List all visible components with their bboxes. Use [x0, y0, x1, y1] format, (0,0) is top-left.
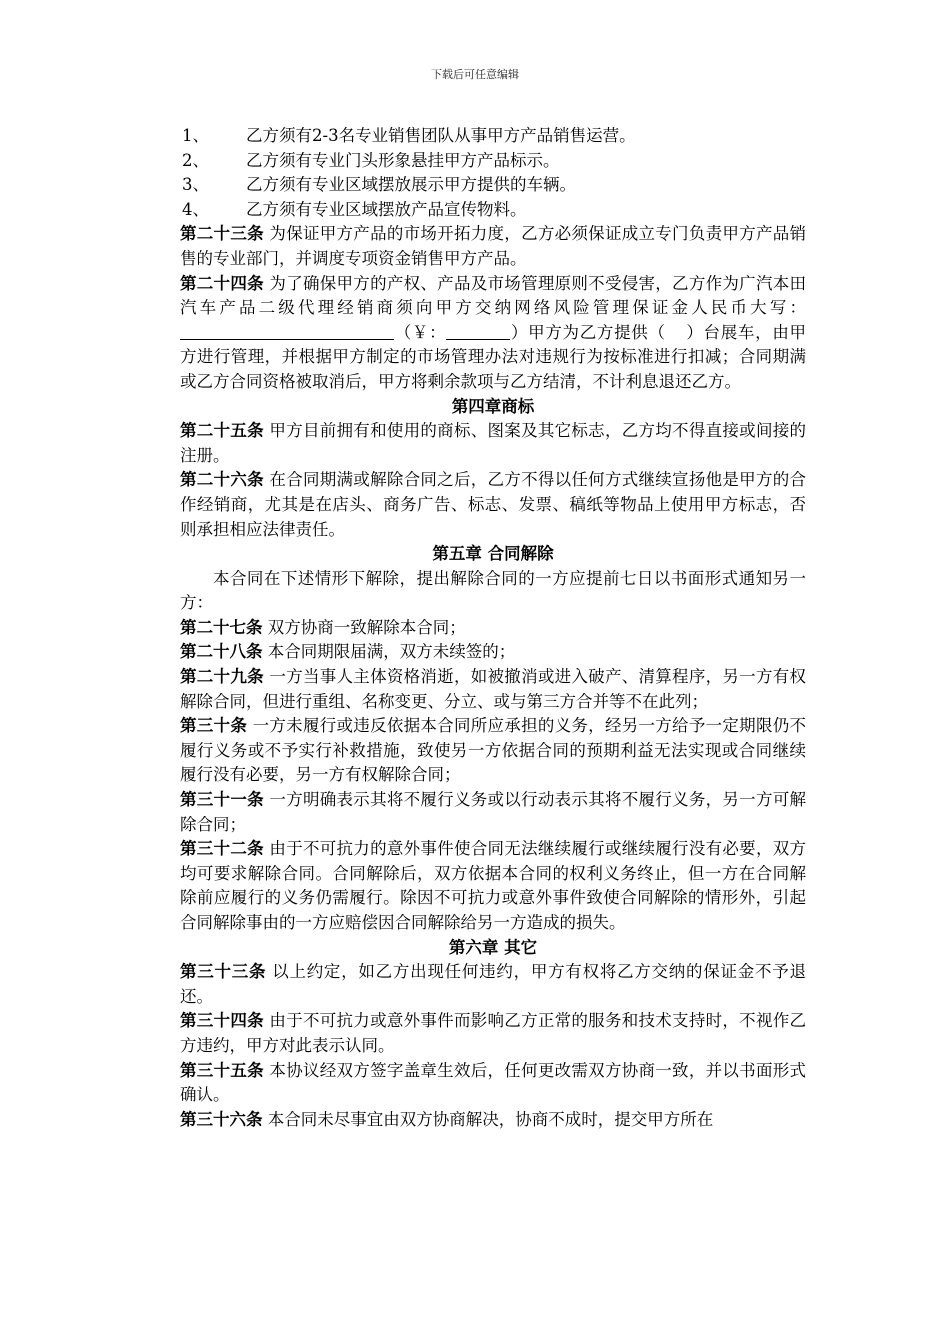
article-label: 第二十四条	[180, 273, 264, 293]
chapter-intro: 本合同在下述情形下解除，提出解除合同的一方应提前七日以书面形式通知另一方：	[180, 568, 806, 613]
article-label: 第三十五条	[180, 1060, 264, 1080]
chapter-heading: 第五章 合同解除	[432, 544, 554, 564]
article-32	[180, 837, 806, 935]
list-number: 1、	[182, 126, 209, 145]
list-item	[182, 124, 806, 149]
article-23	[180, 222, 806, 271]
amount-blank-field	[180, 323, 394, 340]
article-text: 本协议经双方签字盖章生效后，任何更改需双方协商一致，并以书面形式确认。	[180, 1060, 807, 1105]
amount-number-blank-field	[446, 323, 510, 340]
article-36	[180, 1108, 806, 1133]
page-header: 下载后可任意编辑	[431, 68, 519, 81]
article-text: 以上约定，如乙方出现任何违约，甲方有权将乙方交纳的保证金不予退还。	[180, 962, 806, 1006]
list-number: 2、	[182, 150, 209, 170]
article-text: ）甲方为乙方提供（	[510, 322, 666, 342]
article-34	[180, 1009, 806, 1058]
list-item	[182, 198, 806, 223]
list-item	[182, 173, 806, 198]
article-text: 一方明确表示其将不履行义务或以行动表示其将不履行义务，另一方可解除合同；	[180, 790, 807, 834]
article-text: 一方当事人主体资格消逝，如被撤消或进入破产、清算程序，另一方有权解除合同，但进行重组、名称变更、分立、或与第三方合并等不在此列；	[180, 667, 807, 711]
list-number: 4、	[182, 199, 209, 219]
article-29	[180, 665, 806, 714]
article-label: 第二十八条	[180, 642, 263, 662]
article-text: 由于不可抗力或意外事件而影响乙方正常的服务和技术支持时，不视作乙方违约，甲方对此表示认同。	[180, 1011, 807, 1055]
article-label: 第三十三条	[180, 962, 267, 982]
list-text: 乙方须有2-3名专业销售团队从事甲方产品销售运营。	[246, 126, 636, 145]
article-label: 第二十七条	[180, 617, 263, 637]
article-label: 第三十一条	[180, 790, 264, 810]
article-text: 由于不可抗力的意外事件使合同无法继续履行或继续履行没有必要，双方均可要求解除合同。合同解除后，双方依据本合同的权利义务终止，但一方在合同解除前应履行的义务仍需履行。除因不可抗力或意外事件致使合同解除的情形外，引起合同解除事由的一方应赔偿因合同解除给另一方造成的损失。	[180, 839, 807, 932]
article-24	[180, 272, 806, 395]
article-27	[180, 616, 806, 641]
chapter-heading: 第四章商标	[451, 396, 535, 416]
article-text: 为了确保甲方的产权、产品及市场管理原则不受侵害，乙方作为广汽本田汽车产品二级代理经销商须向甲方交纳网络风险管理保证金人民币大写	[180, 273, 807, 318]
article-label: 第三十条	[180, 716, 248, 736]
article-label: 第三十六条	[180, 1109, 263, 1129]
article-28	[180, 640, 806, 665]
chapter-heading: 第六章 其它	[448, 937, 538, 957]
article-label: 第二十五条	[180, 421, 264, 441]
article-text: 本合同未尽事宜由双方协商解决，协商不成时，提交甲方所在	[262, 1109, 714, 1129]
article-label: 第三十二条	[180, 839, 264, 859]
article-26	[180, 468, 806, 542]
article-label: 第二十三条	[180, 224, 264, 244]
list-text: 乙方须有专业区域摆放展示甲方提供的车辆。	[246, 175, 576, 195]
list-text: 乙方须有专业门头形象悬挂甲方产品标示。	[246, 150, 560, 170]
article-30	[180, 714, 806, 788]
article-text: 本合同期限届满，双方未续签的；	[262, 642, 516, 662]
article-text: ）台展车，由甲方进行管理，并根据甲方制定的市场管理办法对违规行为按标准进行扣减；合同期满或乙方合同资格被取消后，甲方将剩余款项与乙方结清，不计利息退还乙方。	[180, 322, 807, 391]
article-35	[180, 1059, 806, 1108]
article-label: 第三十四条	[180, 1011, 264, 1031]
article-text: 在合同期满或解除合同之后，乙方不得以任何方式继续宣扬他是甲方的合作经销商，尤其是在店头、商务广告、标志、发票、稿纸等物品上使用甲方标志，否则承担相应法律责任。	[180, 470, 807, 539]
colon: ：	[789, 298, 806, 318]
list-item	[182, 149, 806, 174]
article-31	[180, 788, 806, 837]
article-25	[180, 419, 806, 468]
article-label: 第二十六条	[180, 470, 264, 490]
article-text: 一方未履行或违反依据本合同所应承担的义务，经另一方给予一定期限仍不履行义务或不予实行补救措施，致使另一方依据合同的预期利益无法实现或合同继续履行没有必要，另一方有权解除合同；	[180, 716, 806, 785]
article-label: 第二十九条	[180, 667, 264, 687]
article-text: （￥：	[394, 322, 447, 342]
article-text: 甲方目前拥有和使用的商标、图案及其它标志，乙方均不得直接或间接的注册。	[180, 421, 807, 465]
list-text: 乙方须有专业区域摆放产品宣传物料。	[246, 199, 527, 219]
document-body	[180, 124, 806, 1132]
article-33	[180, 960, 806, 1009]
article-text: 双方协商一致解除本合同；	[262, 617, 466, 637]
article-text: 为保证甲方产品的市场开拓力度，乙方必须保证成立专门负责甲方产品销售的专业部门，并调度专项资金销售甲方产品。	[180, 224, 807, 268]
list-number: 3、	[182, 175, 209, 195]
